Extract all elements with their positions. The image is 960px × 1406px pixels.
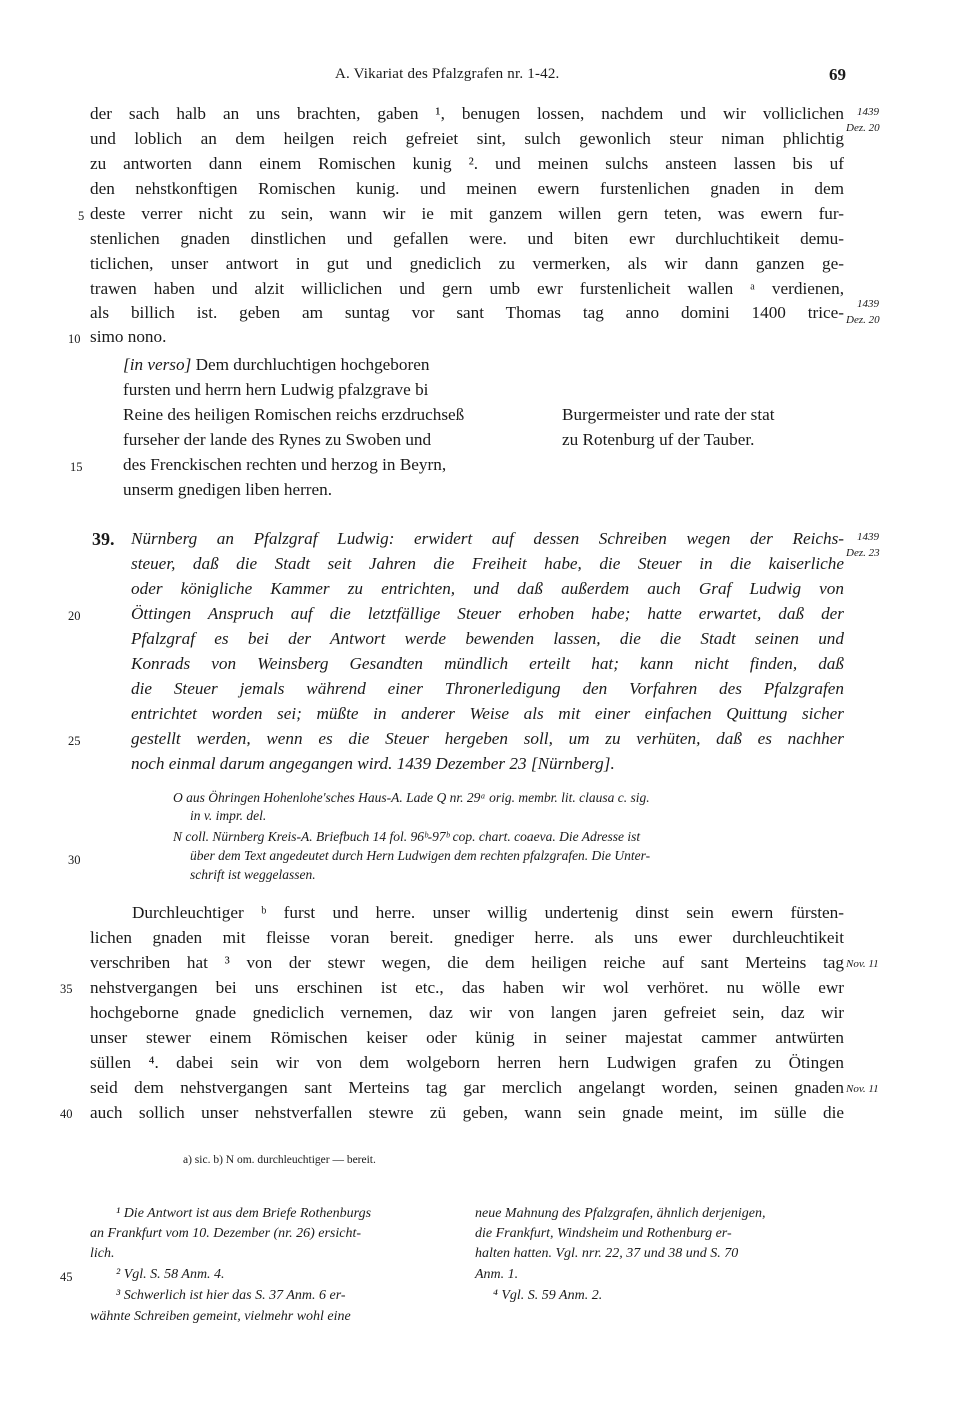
line-number: 20 bbox=[68, 609, 81, 623]
text-line: hochgeborne gnade gnediclich vernemen, daz wir von langen jaren gefreiet sein, daz wir bbox=[90, 1003, 844, 1022]
text-line: lichen gnaden mit fleisse voran bereit. gnediger herre. als uns ewer durchleuchtikeit bbox=[90, 928, 844, 947]
address-line: unserm gnedigen liben herren. bbox=[123, 480, 333, 499]
line-number: 15 bbox=[70, 460, 83, 474]
margin-date: Nov. 11 bbox=[846, 958, 879, 970]
margin-year: 1439 bbox=[857, 298, 879, 310]
text-line: und loblich an dem heilgen reich gefreiet sint, sulch gewonlich steur niman phlichtig bbox=[90, 129, 844, 148]
line-number: 45 bbox=[60, 1270, 73, 1284]
text-line: simo nono. bbox=[90, 327, 167, 346]
text-line: ticlichen, unser antwort in gut und gnediclich zu vermerken, als wir dann ganzen ge- bbox=[90, 254, 844, 273]
text-line: als billich ist. geben am suntag vor sant Thomas tag anno domini 1400 trice- bbox=[90, 303, 844, 322]
line-number: 5 bbox=[78, 209, 85, 223]
source-line: N coll. Nürnberg Kreis-A. Briefbuch 14 fol. 96ᵇ-97ᵇ cop. chart. coaeva. Die Adresse ist bbox=[173, 829, 641, 844]
line-number: 10 bbox=[68, 332, 81, 346]
regest-line: die Steuer jemals während einer Thronerledigung den Vorfahren des Pfalzgrafen bbox=[131, 679, 844, 698]
footnote-line: ¹ Die Antwort ist aus dem Briefe Rothenburgs bbox=[116, 1206, 372, 1221]
text-line: unser stewer einem Römischen keiser oder künig in seiner majestat cammer antwürten bbox=[90, 1028, 844, 1047]
line-number: 40 bbox=[60, 1107, 73, 1121]
margin-year: 1439 bbox=[857, 531, 879, 543]
margin-date: Nov. 11 bbox=[846, 1083, 879, 1095]
text-line: seid dem nehstvergangen sant Merteins tag gar merclich angelangt worden, seinen gnaden bbox=[90, 1078, 844, 1097]
text-line: deste verrer nicht zu sein, wann wir ie mit ganzem willen gern teten, was ewern fur- bbox=[90, 204, 844, 223]
address-line: des Frenckischen rechten und herzog in Beyrn, bbox=[123, 455, 447, 474]
footnote-line: lich. bbox=[90, 1246, 115, 1261]
source-line: über dem Text angedeutet durch Hern Ludwigen dem rechten pfalzgrafen. Die Unter- bbox=[190, 848, 651, 863]
regest-line: noch einmal darum angegangen wird. 1439 Dezember 23 [Nürnberg]. bbox=[131, 754, 615, 773]
sender-line: zu Rotenburg uf der Tauber. bbox=[562, 430, 755, 449]
footnote-line: die Frankfurt, Windsheim und Rothenburg er- bbox=[475, 1226, 732, 1241]
regest-line: gestellt werden, wenn es die Steuer hergeben soll, um zu verhüten, daß es nachher bbox=[131, 729, 844, 748]
page-number: 69 bbox=[829, 65, 846, 84]
text-line: verschriben hat ³ von der stewr wegen, die dem heiligen reiche auf sant Merteins tag bbox=[90, 953, 844, 972]
address-first: Dem durchluchtigen hochgeboren bbox=[195, 355, 430, 374]
footnote-line: halten hatten. Vgl. nrr. 22, 37 und 38 und S. 70 bbox=[475, 1246, 739, 1261]
address-line: furseher der lande des Rynes zu Swoben und bbox=[123, 430, 432, 449]
text-line: trawen haben und alzit williclichen und gern umb ewr furstenlicheit wallen ᵃ verdienen, bbox=[90, 279, 844, 298]
line-number: 30 bbox=[68, 853, 81, 867]
address-line bbox=[123, 355, 429, 375]
text-line: zu antworten dann einem Romischen kunig ². und meinen sulchs ansteen lassen bis uf bbox=[90, 154, 844, 173]
text-line: Durchleuchtiger ᵇ furst und herre. unser willig undertenig dinst sein ewern fürsten- bbox=[132, 903, 844, 922]
footnote-line: Anm. 1. bbox=[475, 1267, 519, 1282]
text-line: der sach halb an uns brachten, gaben ¹, benugen lossen, nachdem und wir volliclichen bbox=[90, 104, 844, 123]
critical-apparatus: a) sic. b) N om. durchleuchtiger — bereit. bbox=[183, 1154, 376, 1166]
line-number: 35 bbox=[60, 982, 73, 996]
footnote-line: an Frankfurt vom 10. Dezember (nr. 26) ersicht- bbox=[90, 1226, 362, 1241]
footnote-line: neue Mahnung des Pfalzgrafen, ähnlich derjenigen, bbox=[475, 1206, 766, 1221]
text-line: süllen ⁴. dabei sein wir von dem wolgeborn herren hern Ludwigen grafen zu Ötingen bbox=[90, 1053, 844, 1072]
regest-line: entrichtet worden sei; müßte in anderer Weise als mit einer einfachen Quittung sicher bbox=[131, 704, 844, 723]
running-title: A. Vikariat des Pfalzgrafen nr. 1-42. bbox=[335, 66, 560, 82]
regest-line: oder königliche Kammer zu entrichten, und daß außerdem auch Graf Ludwig von bbox=[131, 579, 844, 598]
address-line: Reine des heiligen Romischen reichs erzdruchseß bbox=[123, 405, 465, 424]
regest-line: Nürnberg an Pfalzgraf Ludwig: erwidert auf dessen Schreiben wegen der Reichs- bbox=[131, 529, 844, 548]
regest-line: steuer, daß die Stadt seit Jahren die Freiheit habe, die Steuer in die kaiserliche bbox=[131, 554, 844, 573]
text-line: stenlichen gnaden dinstlichen und gefallen were. und biten ewr durchluchtikeit demu- bbox=[90, 229, 844, 248]
address-line: fursten und herrn hern Ludwig pfalzgrave bi bbox=[123, 380, 429, 399]
document-number: 39. bbox=[92, 529, 115, 549]
line-number: 25 bbox=[68, 734, 81, 748]
source-line: O aus Öhringen Hohenlohe'sches Haus-A. Lade Q nr. 29ᵃ orig. membr. lit. clausa c. sig. bbox=[173, 790, 650, 805]
address-intro: [in verso] bbox=[123, 355, 192, 374]
footnote-line: wähnte Schreiben gemeint, vielmehr wohl eine bbox=[90, 1309, 351, 1324]
regest-line: Konrads von Weinsberg Gesandten mündlich erteilt hat; kann nicht finden, daß bbox=[131, 654, 844, 673]
regest-line: Pfalzgraf es bei der Antwort werde bewenden lassen, die die Stadt seinen und bbox=[131, 629, 844, 648]
margin-date: Dez. 20 bbox=[846, 314, 880, 326]
source-line: in v. impr. del. bbox=[190, 808, 267, 823]
regest-line: Öttingen Anspruch auf die letztfällige Steuer erhoben habe; hatte erwartet, daß der bbox=[131, 604, 844, 623]
sender-line: Burgermeister und rate der stat bbox=[562, 405, 775, 424]
text-line: auch sollich unser nehstverfallen stewre zü geben, wann sein gnade meint, im sülle die bbox=[90, 1103, 844, 1122]
margin-date: Dez. 23 bbox=[846, 547, 880, 559]
footnote-line: ³ Schwerlich ist hier das S. 37 Anm. 6 er- bbox=[116, 1288, 346, 1303]
source-line: schrift ist weggelassen. bbox=[190, 867, 316, 882]
margin-date: Dez. 20 bbox=[846, 122, 880, 134]
footnote-line: ² Vgl. S. 58 Anm. 4. bbox=[116, 1267, 225, 1282]
text-line: den nehstkonftigen Romischen kunig. und meinen ewern furstenlichen gnaden in dem bbox=[90, 179, 844, 198]
text-line: nehstvergangen bei uns erschinen ist etc., das haben wir wol verhöret. nu wölle ewr bbox=[90, 978, 844, 997]
footnote-line: ⁴ Vgl. S. 59 Anm. 2. bbox=[493, 1288, 603, 1303]
margin-year: 1439 bbox=[857, 106, 879, 118]
